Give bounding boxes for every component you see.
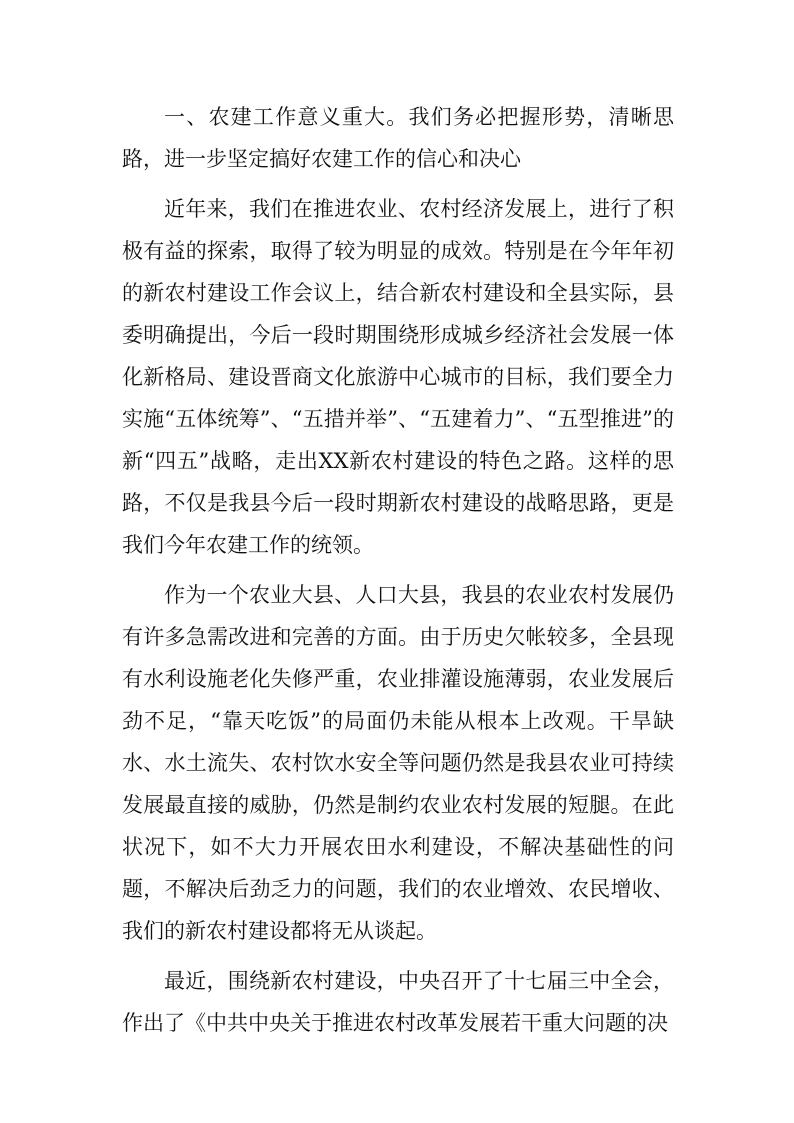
section-heading-paragraph: 一、农建工作意义重大。我们务必把握形势，清晰思路，进一步坚定搞好农建工作的信心和决心 xyxy=(122,105,674,171)
body-paragraph-1: 近年来，我们在推进农业、农村经济发展上，进行了积极有益的探索，取得了较为明显的成效。特别是在今年年初的新农村建设工作会议上，结合新农村建设和全县实际，县委明确提出，今后一段时期围绕形成城乡经济社会发展一体化新格局、建设晋商文化旅游中心城市的目标，我们要全力实施“五体统筹”、“五措并举”、“五建着力”、“五型推进”的新“四五”战略，走出XX新农村建设的特色之路。这样的思路，不仅是我县今后一段时期新农村建设的战略思路，更是我们今年农建工作的统领。 xyxy=(122,197,674,557)
body-paragraph-3: 最近，围绕新农村建设，中央召开了十七届三中全会，作出了《中共中央关于推进农村改革发展若干重大问题的决 xyxy=(122,969,674,1035)
document-body xyxy=(122,96,674,1044)
body-paragraph-2: 作为一个农业大县、人口大县，我县的农业农村发展仍有许多急需改进和完善的方面。由于历史欠帐较多，全县现有水利设施老化失修严重，农业排灌设施薄弱，农业发展后劲不足，“靠天吃饭”的局面仍未能从根本上改观。干旱缺水、水土流失、农村饮水安全等问题仍然是我县农业可持续发展最直接的威胁，仍然是制约农业农村发展的短腿。在此状况下，如不大力开展农田水利建设，不解决基础性的问题，不解决后劲乏力的问题，我们的农业增效、农民增收、我们的新农村建设都将无从谈起。 xyxy=(122,583,674,943)
